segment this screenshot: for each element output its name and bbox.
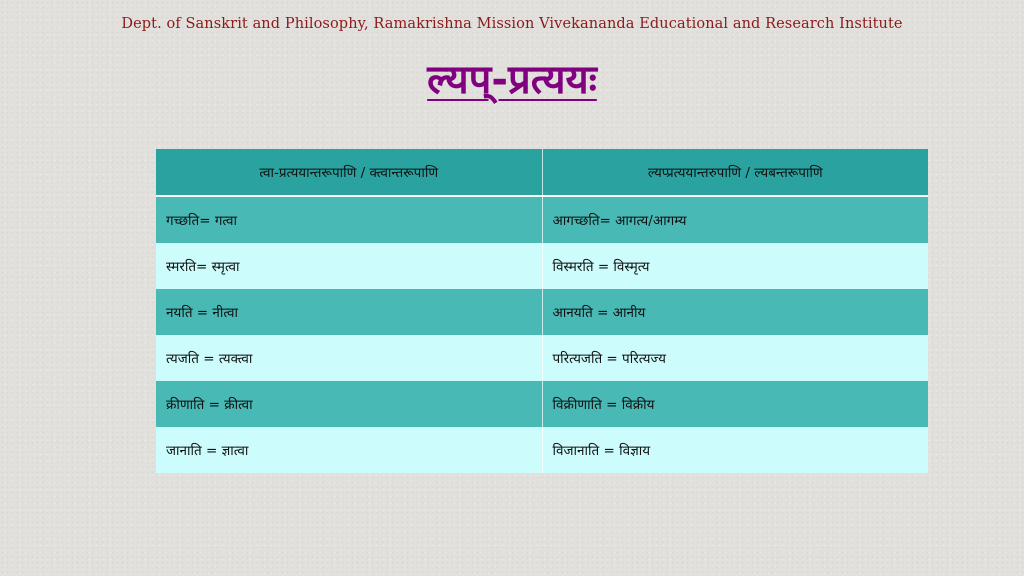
table-row	[156, 289, 928, 335]
table-row	[156, 381, 928, 427]
table-header-row	[156, 149, 928, 196]
table-cell: नयति = नीत्वा	[156, 289, 542, 335]
table-cell: विक्रीणाति = विक्रीय	[542, 381, 928, 427]
column-header-lyap: ल्यप्प्रत्ययान्तरुपाणि / ल्यबन्तरूपाणि	[542, 149, 928, 196]
table-cell: विस्मरति = विस्मृत्य	[542, 243, 928, 289]
column-header-ktva: त्वा-प्रत्ययान्तरूपाणि / क्त्वान्तरूपाणि	[156, 149, 542, 196]
table-cell: आगच्छति= आगत्य/आगम्य	[542, 196, 928, 243]
table-row	[156, 243, 928, 289]
table-cell: जानाति = ज्ञात्वा	[156, 427, 542, 473]
institute-header: Dept. of Sanskrit and Philosophy, Ramakrishna Mission Vivekananda Educational and Research Institute	[121, 16, 903, 32]
table-cell: परित्यजति = परित्यज्य	[542, 335, 928, 381]
table-cell: आनयति = आनीय	[542, 289, 928, 335]
suffix-forms-table	[156, 149, 928, 473]
table-cell: गच्छति= गत्वा	[156, 196, 542, 243]
table-row	[156, 196, 928, 243]
table-cell: क्रीणाति = क्रीत्वा	[156, 381, 542, 427]
table-cell: विजानाति = विज्ञाय	[542, 427, 928, 473]
page-title	[0, 52, 1024, 108]
table-cell: त्यजति = त्यक्त्वा	[156, 335, 542, 381]
page-title-text: ल्यप्-प्रत्ययः	[427, 57, 597, 103]
table-cell: स्मरति= स्मृत्वा	[156, 243, 542, 289]
table-row	[156, 427, 928, 473]
table-row	[156, 335, 928, 381]
